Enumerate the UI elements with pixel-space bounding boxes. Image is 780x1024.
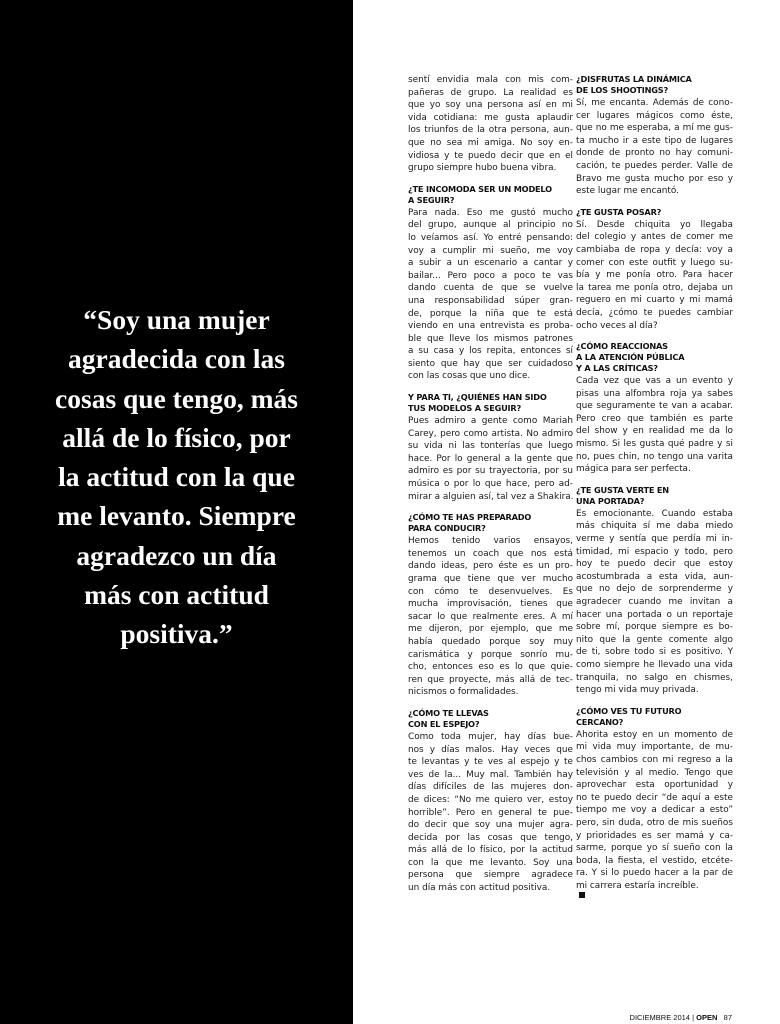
answer-line: mi vida muy importante, de mu- [576,742,733,753]
answer-line: hace. Por lo general a la gente que [408,453,573,464]
answer-line: grupo siempre hubo buena vibra. [408,163,557,174]
answer-line: Carey, pero como artista. No admiro [408,428,573,439]
question-heading [576,341,733,374]
answer-line: Ahorita estoy en un momento de [576,729,733,740]
answer-line: Cada vez que vas a un evento y [576,376,733,387]
answer-line: una responsabilidad súper gran- [408,295,573,306]
answer-line: Para nada. Eso me gustó mucho [408,207,573,218]
answer-line: ves de la... Muy mal. También hay [408,769,573,780]
answer-line: de ti, sobre todo si es positivo. Y [576,647,733,658]
quote-line: agradezco un día [76,539,277,571]
answer-line: a su casa y los repita, entonces sí [408,346,573,357]
answer-line: cer lugares mágicos como éste, [576,110,733,121]
answer-line: siento que hay que ser cuidadoso [408,358,573,369]
answer-line: tranquila, no salgo en chismes, [576,672,733,683]
answer-line: mágica para ser perfecta. [576,464,691,475]
qa-block [408,184,573,383]
question-heading [408,184,573,206]
answer-line: la tarea me ponía otro, dejaba un [576,282,733,293]
answer-line: había quedado porque soy muy [408,636,573,647]
answer-line: lo veíamos así. Yo entré pensando: [408,232,573,243]
answer-line: ocho veces al día? [576,320,658,331]
qa-block [408,392,573,503]
question-line: ¿CÓMO TE LLEVAS [408,707,489,718]
answer-line: do decir que soy una mujer agra- [408,820,573,831]
answer-line: del colegio y antes de comer me [576,232,733,243]
answer-line: Es emocionante. Cuando estaba [576,508,733,519]
answer-line: con las cosas que uno dice. [408,371,531,382]
footer-date: DICIEMBRE 2014 [629,1013,690,1022]
qa-block [576,485,733,697]
answer-line: días difíciles de las mujeres don- [408,782,573,793]
answer-line: verme y sentía que perdía mi in- [576,534,733,545]
answer-line: ren que proyecte, más allá de tec- [408,674,573,685]
answer-line: decida por las cosas que tengo, [408,832,573,843]
answer-line: sentí envidia mala con mis com- [408,75,573,85]
answer-line: que yo soy una persona así en mi [408,100,573,111]
answer-line: agradecer cuando me invitan a [576,597,733,607]
page-number: 87 [723,1013,732,1022]
question-heading [576,485,733,507]
question-line: ¿TE INCOMODA SER UN MODELO [408,183,552,194]
answer-line: bía y me ponía otro. Para hacer [576,270,733,281]
question-line: PARA CONDUCIR? [408,523,486,534]
answer-line: acostumbrada a esta vida, aun- [576,571,733,582]
answer-line: a subir a un escenario a cantar y [408,258,573,269]
answer-line: donde de pronto no hay comuni- [576,148,733,159]
answer-line: Hemos tenido varios ensayos, [408,536,573,547]
answer-line: nito que la gente comente algo [576,634,733,645]
answer-line: no, pues chin, no tengo una varita [576,451,733,462]
quote-line: positiva.” [120,618,233,650]
answer-line: que no sea mi amiga. No soy en- [408,137,573,148]
question-line: CON EL ESPEJO? [408,718,480,729]
answer-line: como siempre he llevado una vida [576,659,733,670]
qa-block [576,207,733,332]
answer-text [576,508,733,697]
answer-line: del grupo, aunque al principio no [408,220,573,231]
question-line: ¿CÓMO TE HAS PREPARADO [408,512,532,523]
footer-brand: OPEN [696,1013,718,1022]
quote-line: allá de lo físico, por [62,421,291,453]
question-line: ¿DISFRUTAS LA DINÁMICA [576,74,692,84]
question-line: CERCANO? [576,716,624,727]
answer-line: que no dejo de sorprenderme y [576,584,733,595]
answer-line: dando ideas, pero éste es un pro- [408,561,573,572]
question-heading [576,207,733,218]
answer-line: pañeras de grupo. La realidad es [408,87,573,98]
answer-line: boda, la fiesta, el vestido, etcéte- [576,855,733,866]
answer-line: ra. Y si lo puedo hacer a la par de [576,868,733,879]
answer-line: mirar a alguien así, tal vez a Shakira. [408,491,574,502]
answer-line: con la que me levanto. Soy una [408,857,573,868]
answer-line: mi carrera estaría increíble. [576,880,733,899]
answer-line: sarme, porque yo sí sueño con la [576,843,733,854]
question-line: TUS MODELOS A SEGUIR? [408,403,522,414]
answer-line: mismo. Si les gusta qué padre y si [576,439,733,450]
answer-line: un día más con actitud positiva. [408,883,551,894]
answer-line: sobre mí, porque siempre es bo- [576,622,733,633]
answer-line: y prioridades es ser mamá y ca- [576,830,733,841]
answer-line: comer con este outfit y luego su- [576,257,733,268]
answer-line: tenemos un coach que nos está [408,548,573,559]
question-line: ¿CÓMO REACCIONAS [576,341,668,352]
answer-line: que seguramente te van a acabar. [576,401,733,412]
answer-line: más chiquita sí me daba miedo [576,521,733,532]
question-line: ¿CÓMO VES TU FUTURO [576,705,682,716]
end-of-article-mark [579,892,585,898]
footer-separator: | [692,1013,695,1022]
answer-line: sacar lo que realmente eres. A mí [408,611,573,622]
answer-line: ta mucho ir a este tipo de lugares [576,135,733,146]
answer-line: hoy te puedo decir que estoy [576,559,733,570]
qa-block [408,74,573,175]
answer-text [408,74,573,175]
quote-line: agradecida con las [68,343,285,375]
answer-line: Pues admiro a gente como Mariah [408,416,573,427]
answer-line: pero, sin duda, otro de mis sueños [576,817,733,828]
answer-line: tengo mi vida muy privada. [576,685,699,696]
quote-line: la actitud con la que [58,461,295,493]
answer-text [408,731,573,895]
answer-line: del show y en realidad me da lo [576,426,733,437]
answer-line: cambiaba de ropa y decía: voy a [576,244,733,255]
answer-text [576,219,733,332]
answer-line: Bravo me gusta mucho por eso y [576,173,733,184]
question-heading [408,392,573,414]
answer-line: carismática y porque sonrío mu- [408,649,573,660]
answer-line: chos cambios con mi regreso a la [576,754,733,765]
answer-line: grama que tiene que ver mucho [408,574,573,584]
answer-text [408,207,573,383]
answer-line: más allá de lo físico, por la actitud [408,845,573,856]
question-line: ¿TE GUSTA VERTE EN [576,484,669,495]
answer-text [576,97,733,198]
answer-line: de dices: “No me quiero ver, estoy [408,794,573,805]
answer-line: me dijeron, por ejemplo, que me [408,624,573,635]
question-line: A LA ATENCIÓN PÚBLICA [576,352,685,363]
pull-quote [24,300,329,654]
qa-block [408,512,573,699]
answer-line: vidiosa y te puedo decir que en el [408,150,573,161]
answer-line: nicismos o formalidades. [408,687,519,698]
answer-line: te levantas y te ves al espejo y te [408,757,573,768]
answer-line: mucha improvisación, tienes que [408,599,573,610]
question-line: ¿TE GUSTA POSAR? [576,206,662,217]
answer-line: televisión y al medio. Tengo que [576,767,733,778]
answer-line: viendo en una entrevista es proba- [408,321,573,332]
question-line: UNA PORTADA? [576,495,645,506]
answer-line: vida cotidiana: me gusta aplaudir [408,112,573,123]
quote-panel [0,0,353,1024]
answer-line: este lugar me encantó. [576,186,680,197]
question-heading [576,74,733,96]
answer-line: Sí. Desde chiquita yo llegaba [576,219,733,230]
answer-line: no te puedo decir “de aquí a este [576,792,733,803]
answer-line: que no me esperaba, a mí me gus- [576,123,733,134]
question-heading [408,708,573,730]
article-column-2 [576,74,733,907]
answer-line: ble que lleve los mismos patrones [408,333,573,344]
answer-text [576,729,733,899]
answer-line: con cómo te desenvuelves. Es [408,586,573,597]
answer-line: timidad, mi espacio y todo, pero [576,546,733,557]
answer-line: Pero creo que también es parte [576,413,733,424]
question-line: Y PARA TI, ¿QUIÉNES HAN SIDO [408,392,547,403]
qa-block [576,341,733,476]
qa-block [576,74,733,198]
answer-line: cación, te puedes perder. Valle de [576,160,733,171]
page-footer [630,1013,732,1022]
answer-line: su vida ni las tonterías que luego [408,441,573,452]
answer-line: aprovechar esta oportunidad y [576,780,733,791]
quote-line: me levanto. Siempre [57,500,296,532]
answer-line: tiempo me voy a dedicar a esto” [576,805,733,816]
answer-line: pisas una alfombra roja ya sabes [576,388,733,399]
question-line: Y A LAS CRÍTICAS? [576,363,658,374]
answer-line: persona que siempre agradece [408,870,573,881]
answer-line: los triunfos de la otra persona, aun- [408,125,573,136]
answer-line: dando cuenta de que se vuelve [408,283,573,294]
answer-line: admiro es por su trayectoria, por su [408,466,573,477]
answer-line: nos y días malos. Hay veces que [408,744,573,755]
question-heading [408,512,573,534]
answer-line: reguero en mi cuarto y mi mamá [576,295,733,306]
answer-line: música o por lo que hace, pero ad- [408,479,573,490]
answer-line: voy a cumplir mi sueño, me voy [408,245,573,256]
qa-block [576,706,733,899]
quote-line: más con actitud [84,579,269,611]
article-column-1 [408,74,573,904]
quote-line: cosas que tengo, más [55,382,298,414]
answer-text [408,415,573,503]
answer-line: bailar... Pero poco a poco te vas [408,270,573,281]
answer-line: Como toda mujer, hay días bue- [408,731,573,742]
question-line: DE LOS SHOOTINGS? [576,85,668,95]
qa-block [408,708,573,895]
answer-line: hacer una portada o un reportaje [576,609,733,620]
answer-line: horrible”. Pero en general te pue- [408,807,573,818]
answer-text [576,375,733,476]
question-heading [576,706,733,728]
quote-line: “Soy una mujer [83,304,270,335]
answer-line: decía, ¿cómo te puedes cambiar [576,307,733,318]
answer-line: de, porque la niña que te está [408,308,573,319]
question-line: A SEGUIR? [408,194,455,205]
answer-line: cho, entonces eso es lo que quie- [408,662,573,673]
answer-line: Sí, me encanta. Además de cono- [576,98,733,108]
answer-text [408,535,573,699]
